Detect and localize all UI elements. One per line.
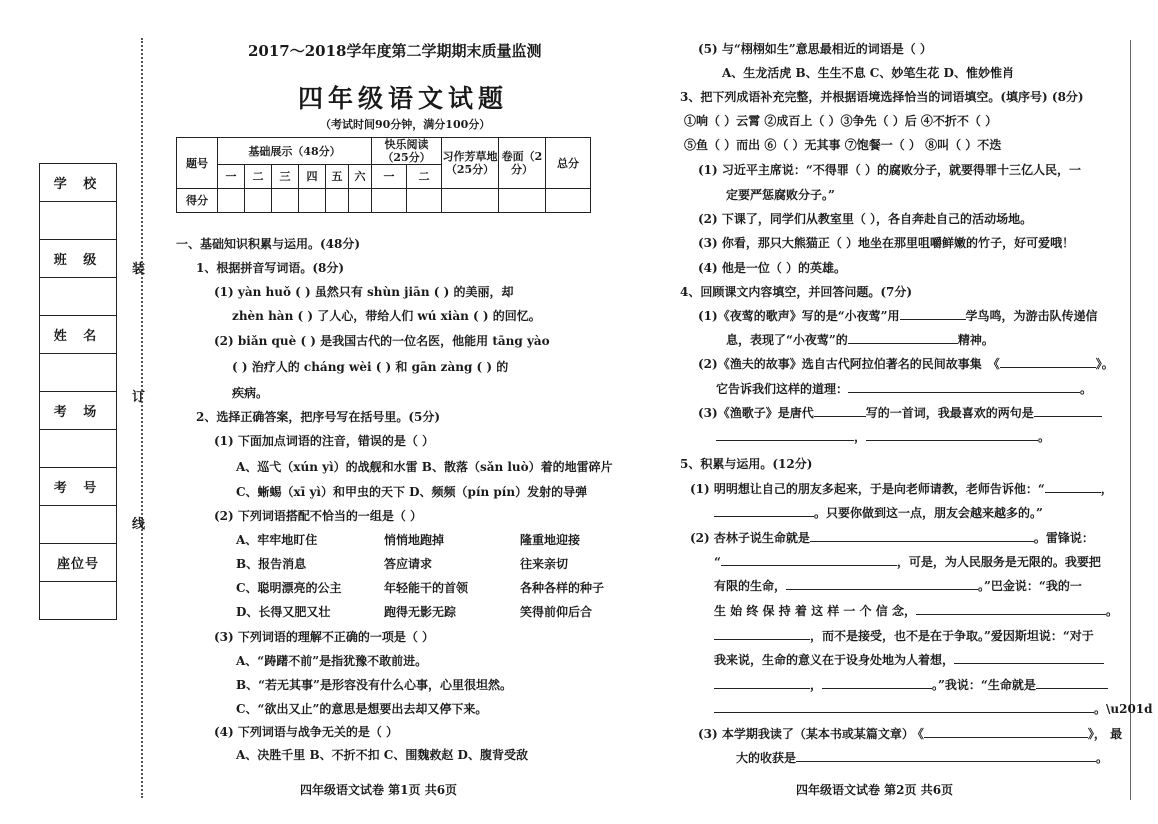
q5-heading: 5、积累与运用。(12分)	[680, 457, 813, 471]
exam-number-field[interactable]	[40, 506, 116, 544]
q4-1-line-2	[726, 331, 994, 348]
q3-3: (3) 你看，那只大熊猫正（ ）地坐在那里咀嚼鲜嫩的竹子，好可爱哦！	[698, 236, 1075, 250]
q4-1-text-d: 精神。	[957, 333, 994, 347]
answer-blank[interactable]	[714, 688, 810, 689]
grid-cell: 笑得前仰后合	[520, 605, 593, 619]
score-cell[interactable]	[218, 189, 245, 213]
table-defen-label: 得分	[177, 189, 218, 213]
answer-blank[interactable]	[796, 761, 1096, 762]
grid-cell: D、长得又肥又壮	[236, 605, 331, 619]
q5-2-text-f: 。”巴金说：“我的一	[978, 579, 1082, 593]
q4-2-text-a: (2)《渔夫的故事》选自古代阿拉伯著名的民间故事集	[698, 357, 982, 371]
table-sub-6: 六	[349, 165, 372, 189]
q3-1-line-1: (1) 习近平主席说：“不得罪（ ）的腐败分子，就要得罪十三亿人民，一	[698, 163, 1081, 177]
q4-2-line-1: (2)《渔夫的故事》选自古代阿拉伯著名的民间故事集 《 》。	[698, 357, 1114, 371]
q5-2-line-2	[714, 553, 1101, 570]
answer-blank[interactable]	[822, 688, 932, 689]
q5-2-text-e: 有限的生命，	[714, 579, 787, 593]
q2-3-option-c: C、“欲出又止”的意思是想要出去却又停下来。	[236, 702, 488, 716]
seat-number-field[interactable]	[40, 582, 116, 619]
score-cell[interactable]	[407, 189, 442, 213]
page-1-footer: 四年级语文试卷 第1页 共6页	[300, 783, 458, 797]
answer-blank[interactable]	[721, 565, 897, 566]
exam-number-label: 考 号	[40, 468, 116, 506]
section-1-heading: 一、基础知识积累与运用。(48分)	[176, 237, 361, 251]
class-label: 班 级	[40, 240, 116, 278]
q5-3-text-a: (3) 本学期我读了（某本书或某篇文章）	[698, 727, 914, 741]
q2-3-option-b: B、“若无其事”是形容没有什么心事，心里很坦然。	[236, 678, 512, 692]
grid-cell: 年轻能干的首领	[384, 581, 469, 595]
q5-2-text-j: 。”我说：“生命就是	[932, 678, 1036, 692]
q2-4-question: (4) 下列词语与战争无关的是（ ）	[214, 725, 399, 739]
table-header-juanmian: 卷面（2分）	[499, 138, 546, 189]
q5-1-line-1: (1) 明明想让自己的朋友多起来，于是向老师请教，老师告诉他：“ ，	[690, 482, 1113, 496]
q2-3-question: (3) 下列词语的理解不正确的一项是（ ）	[214, 630, 435, 644]
score-cell[interactable]	[442, 189, 499, 213]
answer-blank[interactable]	[900, 319, 966, 320]
answer-blank[interactable]	[916, 614, 1106, 615]
exam-title: 四年级语文试题	[298, 84, 509, 113]
q5-2-line-4: 生 始 终 保 持 着 这 样 一 个 信 念， 。	[714, 604, 1118, 618]
q3-idioms-1: ①响（ ）云霄 ②成百上（ ）③争先（ ）后 ④不折不（ ）	[684, 114, 998, 128]
answer-blank[interactable]	[716, 440, 854, 441]
table-header-xizuo: 习作芳草地（25分）	[442, 138, 499, 189]
q4-2-text-b: 它告诉我们这样的道理：	[716, 382, 849, 396]
q2-1-options-ab: A、巡弋（xún yì）的战舰和水雷 B、散落（sǎn luò）着的地雷碎片	[236, 460, 613, 474]
answer-blank[interactable]	[714, 516, 814, 517]
q4-3-line-1	[698, 404, 1102, 421]
q5-2-line-1	[690, 529, 1094, 546]
table-sub-read-2: 二	[407, 165, 442, 189]
q1-heading: 1、根据拼音写词语。(8分)	[196, 261, 345, 275]
table-header-jichu: 基础展示（48分）	[218, 138, 372, 165]
table-header-tihao: 题号	[177, 138, 218, 189]
table-header-yuedu: 快乐阅读（25分）	[372, 138, 442, 165]
school-field[interactable]	[40, 202, 116, 240]
q5-2-line-8: 。\u201d	[714, 700, 1153, 717]
answer-blank[interactable]	[814, 416, 866, 417]
q3-idioms-2: ⑤鱼（ ）而出 ⑥（ ）无其事 ⑦饱餐一（ ） ⑧叫（ ）不迭	[684, 138, 1002, 152]
grid-cell: B、报告消息	[236, 557, 307, 571]
answer-blank[interactable]	[714, 639, 810, 640]
q5-1-text-a: (1) 明明想让自己的朋友多起来，于是向老师请教，老师告诉他：“	[690, 482, 1045, 496]
q1-line-2: zhèn hàn ( ) 了人心，带给人们 wú xiàn ( ) 的回忆。	[232, 309, 541, 323]
grid-cell: 隆重地迎接	[520, 533, 581, 547]
answer-blank[interactable]	[1036, 688, 1108, 689]
q5-3-text-c: 大的收获是	[736, 751, 797, 765]
table-sub-4: 四	[299, 165, 326, 189]
table-sub-1: 一	[218, 165, 245, 189]
q4-heading: 4、回顾课文内容填空，并回答问题。(7分)	[680, 285, 913, 299]
q3-4: (4) 他是一位（ ）的英雄。	[698, 261, 847, 275]
binding-line	[141, 38, 143, 798]
score-cell[interactable]	[326, 189, 349, 213]
binding-char-zhuang: 装	[132, 262, 146, 277]
q3-1-line-2: 定要严惩腐败分子。”	[726, 188, 835, 202]
answer-blank[interactable]	[786, 589, 978, 590]
name-label: 姓 名	[40, 316, 116, 354]
class-field[interactable]	[40, 278, 116, 316]
student-info-box	[39, 163, 117, 620]
q5-2-line-6	[714, 651, 1104, 668]
exam-room-label: 考 场	[40, 392, 116, 430]
q4-2-line-2: 它告诉我们这样的道理： 。	[716, 382, 1093, 396]
q5-2-text-c: “	[714, 555, 721, 569]
q3-heading: 3、把下列成语补充完整，并根据语境选择恰当的词语填空。(填序号) (8分)	[680, 90, 1084, 104]
q5-2-text-i: 我来说，生命的意义在于设身处地为人着想，	[714, 653, 955, 667]
exam-room-field[interactable]	[40, 430, 116, 468]
school-label: 学 校	[40, 164, 116, 202]
table-sub-2: 二	[245, 165, 272, 189]
q1-line-1: (1) yàn huǒ ( ) 虽然只有 shùn jiān ( ) 的美丽，却	[214, 285, 514, 299]
q5-2-text-g: 生 始 终 保 持 着 这 样 一 个 信 念，	[714, 604, 916, 618]
q2-2-question: (2) 下列词语搭配不恰当的一组是（ ）	[214, 509, 423, 523]
score-cell[interactable]	[299, 189, 326, 213]
q2-3-option-a: A、“踌躇不前”是指犹豫不敢前进。	[236, 654, 428, 668]
table-sub-read-1: 一	[372, 165, 407, 189]
answer-blank[interactable]	[848, 343, 958, 344]
q5-3-line-1: (3) 本学期我读了（某本书或某篇文章） 《 》， 最	[698, 727, 1123, 741]
q2-1-question: (1) 下面加点词语的注音，错误的是（ ）	[214, 434, 435, 448]
q2-5-question: (5) 与“栩栩如生”意思最相近的词语是（ ）	[698, 42, 932, 56]
score-table	[176, 137, 591, 213]
q5-2-text-d: ，可是，为人民服务是无限的。我要把	[896, 555, 1101, 569]
score-cell[interactable]	[349, 189, 372, 213]
grid-cell: 各种各样的种子	[520, 581, 605, 595]
q4-1-text-a: (1)《夜莺的歌声》写的是“小夜莺”用	[698, 309, 900, 323]
score-cell[interactable]	[372, 189, 407, 213]
name-field[interactable]	[40, 354, 116, 392]
grid-cell: 悄悄地跑掉	[384, 533, 445, 547]
answer-blank[interactable]	[1000, 367, 1096, 368]
page-edge	[1130, 40, 1131, 800]
q4-3-text-b: 写的一首词，我最喜欢的两句是	[865, 406, 1034, 420]
q5-2-line-7: ， 。”我说：“生命就是	[714, 676, 1108, 693]
q5-1-line-2	[714, 504, 1043, 521]
seat-number-label: 座位号	[40, 544, 116, 582]
table-sub-5: 五	[326, 165, 349, 189]
q1-line-3: (2) biǎn què ( ) 是我国古代的一位名医，他能用 tāng yào	[214, 334, 550, 348]
answer-blank[interactable]	[714, 712, 1094, 713]
score-cell[interactable]	[546, 189, 591, 213]
answer-blank[interactable]	[954, 663, 1104, 664]
binding-char-xian: 线	[132, 517, 146, 532]
answer-blank[interactable]	[1045, 492, 1101, 493]
grid-cell: 跑得无影无踪	[384, 605, 457, 619]
q5-2-text-b: 。雷锋说：	[1033, 531, 1094, 545]
score-cell[interactable]	[499, 189, 546, 213]
table-header-zongfen: 总分	[546, 138, 591, 189]
table-sub-3: 三	[272, 165, 299, 189]
q4-3-text-a: (3)《渔歌子》是唐代	[698, 406, 814, 420]
q4-1-line-1	[698, 307, 1098, 324]
q2-1-options-cd: C、蜥蜴（xī yì）和甲虫的天下 D、频频（pín pín）发射的导弹	[236, 485, 588, 499]
exam-header: 2017～2018学年度第二学期期末质量监测	[248, 42, 542, 60]
answer-blank[interactable]	[810, 541, 1034, 542]
answer-blank[interactable]	[1034, 416, 1102, 417]
page-2-footer: 四年级语文试卷 第2页 共6页	[796, 783, 954, 797]
grid-cell: 答应请求	[384, 557, 433, 571]
q4-1-text-c: 息，表现了“小夜莺”的	[726, 333, 848, 347]
q4-3-line-2: ， 。	[716, 428, 1050, 445]
q5-3-text-b: ， 最	[1093, 727, 1123, 741]
q5-1-text-b: 。只要你做到这一点，朋友会越来越多的。”	[814, 506, 1043, 520]
q5-2-line-5	[714, 627, 1094, 644]
q5-2-text-a: (2) 杏林子说生命就是	[690, 531, 810, 545]
grid-cell: A、牢牢地盯住	[236, 533, 318, 547]
q5-3-line-2: 大的收获是 。	[736, 751, 1109, 765]
q1-line-4: ( ) 治疗人的 cháng wèi ( ) 和 gān zàng ( ) 的	[232, 360, 509, 374]
q2-5-options: A、生龙活虎 B、生生不息 C、妙笔生花 D、惟妙惟肖	[722, 66, 1014, 80]
q5-2-text-h: ，而不是接受，也不是在于争取。”爱因斯坦说：“对于	[810, 629, 1094, 643]
q4-1-text-b: 学鸟鸣，为游击队传递信	[965, 309, 1098, 323]
score-cell[interactable]	[245, 189, 272, 213]
exam-subtitle: （考试时间90分钟，满分100分）	[320, 118, 491, 131]
q5-2-line-3	[714, 577, 1082, 594]
q2-4-options: A、决胜千里 B、不折不扣 C、围魏救赵 D、腹背受敌	[236, 748, 528, 762]
grid-cell: 往来亲切	[520, 557, 569, 571]
binding-char-ding: 订	[132, 390, 146, 405]
q3-2: (2) 下课了，同学们从教室里（ ），各自奔赴自己的活动场地。	[698, 212, 1033, 226]
q1-line-5: 疾病。	[232, 386, 269, 400]
q2-heading: 2、选择正确答案，把序号写在括号里。(5分)	[196, 410, 441, 424]
score-cell[interactable]	[272, 189, 299, 213]
answer-blank[interactable]	[924, 737, 1088, 738]
grid-cell: C、聪明漂亮的公主	[236, 581, 342, 595]
answer-blank[interactable]	[866, 440, 1038, 441]
answer-blank[interactable]	[848, 392, 1080, 393]
